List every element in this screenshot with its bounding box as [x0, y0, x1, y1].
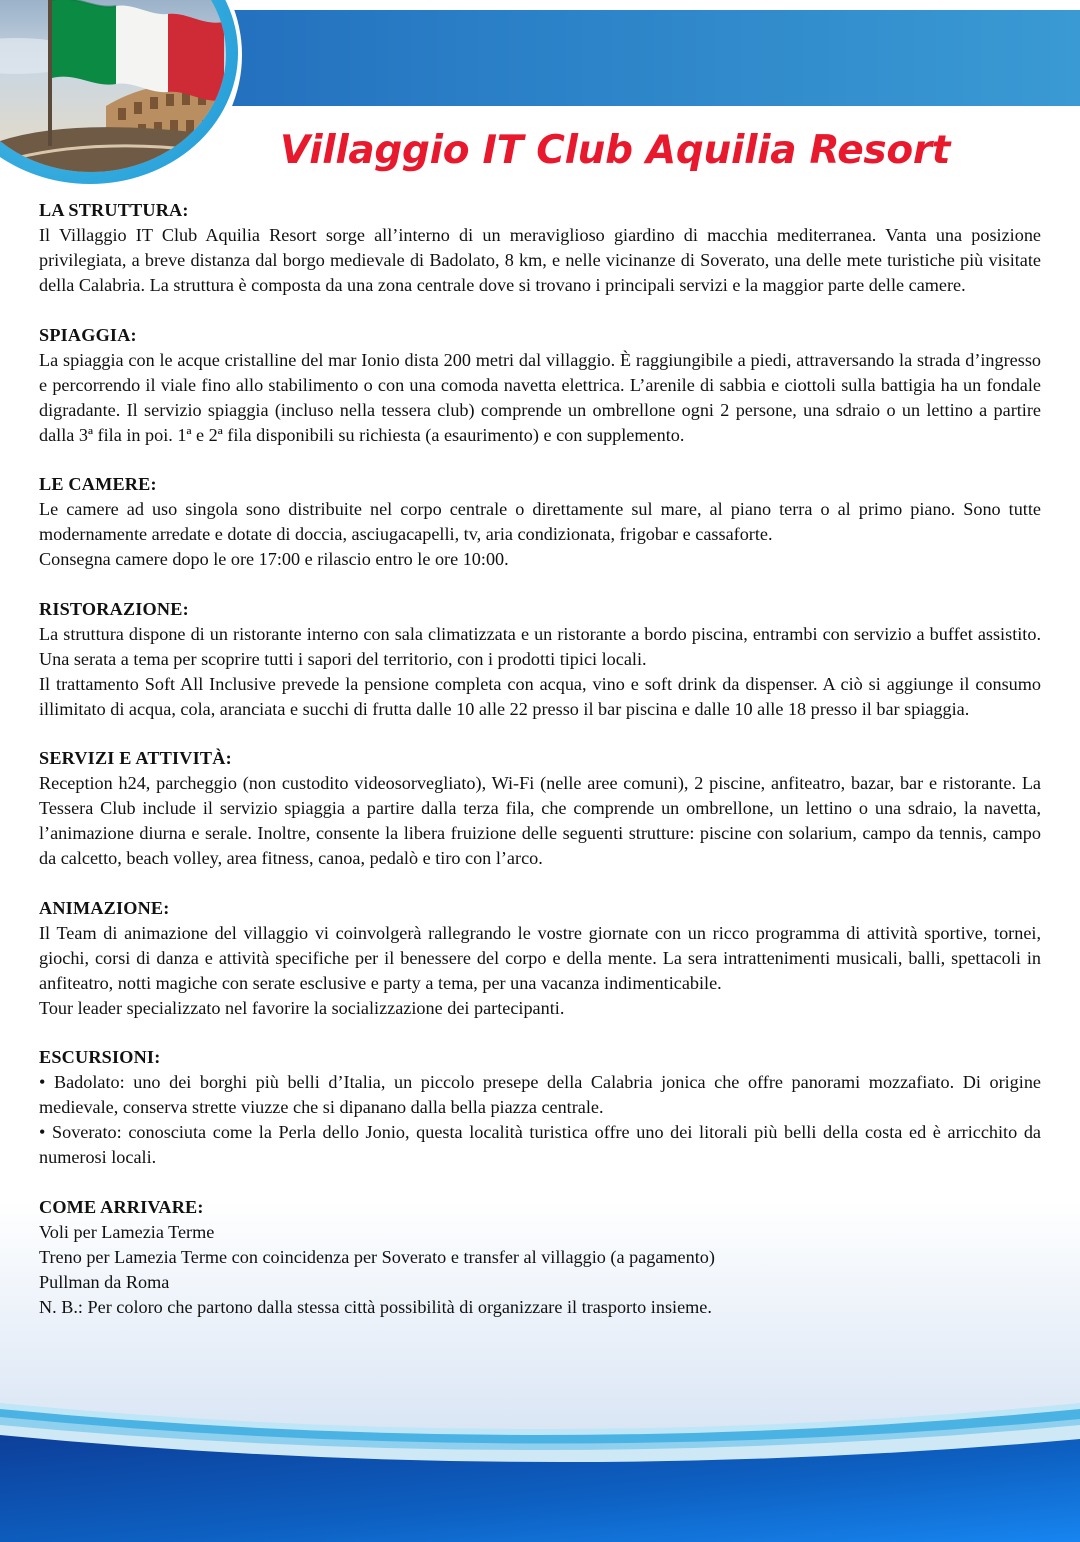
section-heading: LA STRUTTURA:: [39, 200, 189, 220]
section-paragraph: Il trattamento Soft All Inclusive prevede la pensione completa con acqua, vino e soft drink da dispenser. A ciò si aggiunge il consumo illimitato di acqua, cola, aranciata e succhi di frutta dalle 10 alle 22 presso il bar piscina e dalle 10 alle 18 presso il bar spiaggia.: [39, 673, 1041, 719]
section-heading: COME ARRIVARE:: [39, 1196, 204, 1217]
section-paragraph: Le camere ad uso singola sono distribuite nel corpo centrale o direttamente sul mare, al piano terra o al primo piano. Sono tutte modernamente arredate e dotate di doccia, asciugacapelli, tv, aria condizionata, frigobar e cassaforte.: [39, 499, 1041, 544]
section-paragraph: Il Team di animazione del villaggio vi coinvolgerà rallegrando le vostre giornate con un ricco programma di attività sportive, tornei, giochi, corsi di danza e attività specifiche per il benessere del corpo e della mente. La sera intrattenimenti musicali, balli, spettacoli in anfiteatro, notti magiche con serate esclusive e party a tema, per una vacanza indimenticabile.: [39, 922, 1041, 993]
section-paragraph: Consegna camere dopo le ore 17:00 e rilascio entro le ore 10:00.: [39, 549, 509, 569]
content-body: [39, 198, 1041, 1344]
section-paragraph: Il Villaggio IT Club Aquilia Resort sorge all’interno di un meraviglioso giardino di macchia mediterranea. Vanta una posizione privilegiata, a breve distanza dal borgo medievale di Badolato, 8 km, e nelle vicinanze di Soverato, una delle mete turistiche più visitate della Calabria. La struttura è composta da una zona centrale dove si trovano i principali servizi e la maggior parte delle camere.: [39, 225, 1041, 295]
page-title: Villaggio IT Club Aquilia Resort: [280, 128, 951, 173]
section-heading: ANIMAZIONE:: [39, 897, 170, 918]
excursion-item: • Badolato: uno dei borghi più belli d’Italia, un piccolo presepe della Calabria jonica che offre panorami mozzafiato. Di origine medievale, conserva strette viuzze che si dipanano dalla bella piazza centrale.: [39, 1072, 1041, 1117]
travel-line: Pullman da Roma: [39, 1271, 170, 1292]
excursion-item: • Soverato: conosciuta come la Perla dello Jonio, questa località turistica offre uno dei litorali più belli della costa ed è arricchito da numerosi locali.: [39, 1122, 1041, 1167]
section-paragraph: Reception h24, parcheggio (non custodito videosorvegliato), Wi-Fi (nelle aree comuni), 2 piscine, anfiteatro, bazar, bar e ristorante. La Tessera Club include il servizio spiaggia a partire dalla terza fila, che comprende un ombrellone, un lettino o una sdraio, la navetta, l’animazione diurna e serale. Inoltre, consente la libera fruizione delle seguenti strutture: piscine con solarium, campo da tennis, campo da calcetto, beach volley, area fitness, canoa, pedalò e tiro con l’arco.: [39, 773, 1041, 868]
section-paragraph: Tour leader specializzato nel favorire la socializzazione dei partecipanti.: [39, 997, 565, 1018]
section-paragraph: La spiaggia con le acque cristalline del mar Ionio dista 200 metri dal villaggio. È raggiungibile a piedi, attraversando la strada d’ingresso e percorrendo il viale fino allo stabilimento o con una comoda navetta elettrica. L’arenile di sabbia e ciottoli sulla battigia ha un fondale digradante. Il servizio spiaggia (incluso nella tessera club) comprende un ombrellone ogni 2 persone, una sdraio o un lettino a partire dalla 3ª fila in poi. 1ª e 2ª fila disponibili su richiesta (a esaurimento) e con supplemento.: [39, 349, 1041, 445]
section-heading: ESCURSIONI:: [39, 1047, 161, 1067]
section-heading: SPIAGGIA:: [39, 324, 137, 345]
section-spiaggia: [39, 323, 1041, 448]
section-paragraph: La struttura dispone di un ristorante interno con sala climatizzata e un ristorante a bordo piscina, entrambi con servizio a buffet assistito. Una serata a tema per scoprire tutti i sapori del territorio, con i prodotti tipici locali.: [39, 623, 1041, 669]
section-heading: LE CAMERE:: [39, 474, 157, 494]
section-servizi-e-attivita: [39, 746, 1041, 871]
section-escursioni: [39, 1045, 1041, 1170]
travel-line: Treno per Lamezia Terme con coincidenza per Soverato e transfer al villaggio (a pagamento): [39, 1246, 715, 1267]
section-heading: SERVIZI E ATTIVITÀ:: [39, 748, 232, 768]
section-animazione: [39, 896, 1041, 1021]
section-come-arrivare: [39, 1195, 1041, 1320]
section-ristorazione: [39, 597, 1041, 722]
footer-wave: [0, 1395, 1080, 1542]
section-la-struttura: [39, 198, 1041, 298]
section-le-camere: [39, 472, 1041, 572]
travel-line: N. B.: Per coloro che partono dalla stessa città possibilità di organizzare il trasporto insieme.: [39, 1296, 712, 1317]
section-heading: RISTORAZIONE:: [39, 598, 189, 619]
travel-line: Voli per Lamezia Terme: [39, 1221, 215, 1242]
